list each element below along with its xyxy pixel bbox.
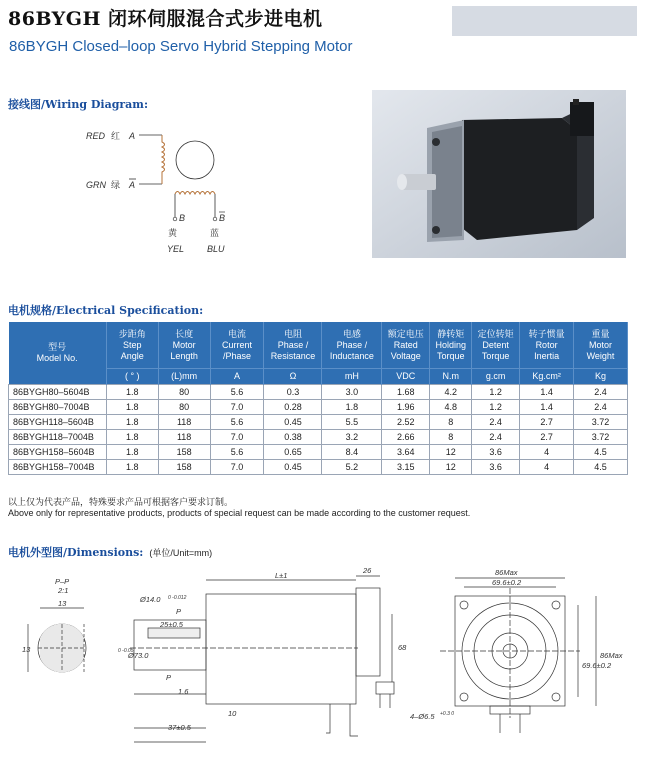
table-cell: 4 xyxy=(520,460,574,475)
table-cell: 1.8 xyxy=(106,400,158,415)
table-cell: 12 xyxy=(430,445,472,460)
table-cell: 3.72 xyxy=(574,415,628,430)
table-cell: 0.45 xyxy=(264,460,322,475)
table-cell: 158 xyxy=(158,445,210,460)
dim-boss-dia: Ø73.0 xyxy=(128,651,149,660)
table-cell: 158 xyxy=(158,460,210,475)
dim-68: 68 xyxy=(398,643,407,652)
dim-69-top: 69.6±0.2 xyxy=(492,578,522,587)
col-model: 型号 Model No. xyxy=(9,322,107,385)
dim-p-bot: P xyxy=(166,673,172,682)
table-cell: 4.5 xyxy=(574,460,628,475)
table-cell: 118 xyxy=(158,430,210,445)
table-cell: 0.38 xyxy=(264,430,322,445)
table-cell: 3.6 xyxy=(472,460,520,475)
table-cell: 4.5 xyxy=(574,445,628,460)
table-cell: 4.2 xyxy=(430,385,472,400)
table-cell: 0.3 xyxy=(264,385,322,400)
unit-rotor-inertia: Kg.cm² xyxy=(520,369,574,385)
table-cell: 1.2 xyxy=(472,400,520,415)
table-cell: 2.4 xyxy=(472,415,520,430)
table-cell: 4 xyxy=(520,445,574,460)
table-cell: 7.0 xyxy=(210,460,264,475)
table-cell: 3.72 xyxy=(574,430,628,445)
unit-holding-torque: N.m xyxy=(430,369,472,385)
table-cell: 1.8 xyxy=(322,400,382,415)
wiring-header: 接线图/Wiring Diagram: xyxy=(8,98,149,111)
table-cell: 8 xyxy=(430,430,472,445)
table-row xyxy=(9,445,628,460)
rotor-circle xyxy=(176,141,214,179)
wire-a-label: A xyxy=(129,131,136,141)
title-decor-bar xyxy=(452,6,637,36)
unit-current: A xyxy=(210,369,264,385)
dim-shaft-dia: Ø14.0 xyxy=(140,595,161,604)
dim-key-len: 25±0.5 xyxy=(160,620,183,629)
model-cell: 86BYGH118–7004B xyxy=(9,430,107,445)
dim-p-top: P xyxy=(176,607,182,616)
dim-holes: 4–Ø6.5 xyxy=(410,712,435,721)
table-cell: 1.68 xyxy=(382,385,430,400)
unit-rated-voltage: VDC xyxy=(382,369,430,385)
table-cell: 12 xyxy=(430,460,472,475)
table-cell: 3.6 xyxy=(472,445,520,460)
dim-holes-tol: +0.3 0 xyxy=(440,711,455,717)
table-cell: 2.7 xyxy=(520,415,574,430)
table-cell: 0.45 xyxy=(264,415,322,430)
col-holding-torque: 静转矩 Holding Torque xyxy=(430,322,472,369)
dimensions-title: 电机外型图/Dimensions: xyxy=(8,546,144,559)
unit-motor-weight: Kg xyxy=(574,369,628,385)
table-cell: 1.8 xyxy=(106,415,158,430)
spec-note-en: Above only for representative products, products of special request can be made according to the customer request. xyxy=(8,508,471,518)
dim-10: 10 xyxy=(228,709,237,718)
table-cell: 7.0 xyxy=(210,430,264,445)
unit-detent-torque: g.cm xyxy=(472,369,520,385)
table-cell: 2.4 xyxy=(472,430,520,445)
wire-yel-cn: 黄 xyxy=(168,228,178,238)
model-cell: 86BYGH80–7004B xyxy=(9,400,107,415)
unit-resistance: Ω xyxy=(264,369,322,385)
table-cell: 3.2 xyxy=(322,430,382,445)
table-cell: 0.65 xyxy=(264,445,322,460)
table-cell: 5.5 xyxy=(322,415,382,430)
table-cell: 2.66 xyxy=(382,430,430,445)
motor-illustration xyxy=(372,90,626,258)
unit-inductance: mH xyxy=(322,369,382,385)
col-current: 电流 Current /Phase xyxy=(210,322,264,369)
dim-86max-side: 86Max xyxy=(600,651,623,660)
dim-shaft-tol: 0 -0.012 xyxy=(168,595,187,601)
table-cell: 0.28 xyxy=(264,400,322,415)
table-cell: 2.4 xyxy=(574,385,628,400)
col-length: 长度 Motor Length xyxy=(158,322,210,369)
spec-header: 电机规格/Electrical Specification: xyxy=(8,304,204,317)
wire-bbar-label: B xyxy=(219,213,226,223)
wire-abar-label: A xyxy=(129,180,136,190)
table-cell: 3.64 xyxy=(382,445,430,460)
model-cell: 86BYGH158–5604B xyxy=(9,445,107,460)
table-cell: 5.2 xyxy=(322,460,382,475)
table-cell: 2.7 xyxy=(520,430,574,445)
table-cell: 1.4 xyxy=(520,400,574,415)
wire-blu-label: BLU xyxy=(207,244,225,254)
wire-red-label: RED xyxy=(86,131,106,141)
table-cell: 2.52 xyxy=(382,415,430,430)
table-row xyxy=(9,385,628,400)
table-cell: 3.0 xyxy=(322,385,382,400)
table-row xyxy=(9,400,628,415)
page-title-cn: 86BYGH 闭环伺服混合式步进电机 xyxy=(8,8,323,30)
motor-photo xyxy=(372,90,626,258)
unit-step-angle: ( ° ) xyxy=(106,369,158,385)
wiring-diagram xyxy=(80,122,260,257)
dim-69-side: 69.6±0.2 xyxy=(582,661,612,670)
dim-13-height: 13 xyxy=(22,645,31,654)
wire-grn-cn: 绿 xyxy=(111,180,121,190)
table-row xyxy=(9,430,628,445)
table-cell: 7.0 xyxy=(210,400,264,415)
dim-13-width: 13 xyxy=(58,599,67,608)
col-inductance: 电感 Phase / Inductance xyxy=(322,322,382,369)
col-motor-weight: 重量 Motor Weight xyxy=(574,322,628,369)
unit-length: (L)mm xyxy=(158,369,210,385)
table-row xyxy=(9,415,628,430)
table-cell: 1.8 xyxy=(106,460,158,475)
col-rotor-inertia: 转子惯量 Rotor Inertia xyxy=(520,322,574,369)
dim-37: 37±0.5 xyxy=(168,723,191,732)
table-cell: 1.8 xyxy=(106,445,158,460)
table-cell: 80 xyxy=(158,400,210,415)
col-step-angle: 步距角 Step Angle xyxy=(106,322,158,369)
dim-26: 26 xyxy=(363,566,372,575)
dimension-drawing xyxy=(0,558,645,777)
model-cell: 86BYGH118–5604B xyxy=(9,415,107,430)
table-cell: 8.4 xyxy=(322,445,382,460)
table-cell: 80 xyxy=(158,385,210,400)
table-cell: 1.4 xyxy=(520,385,574,400)
col-resistance: 电阻 Phase / Resistance xyxy=(264,322,322,369)
spec-table xyxy=(8,322,628,475)
page-title-en: 86BYGH Closed–loop Servo Hybrid Stepping Motor xyxy=(9,38,353,55)
dim-1-6: 1.6 xyxy=(178,687,189,696)
table-cell: 5.6 xyxy=(210,385,264,400)
table-cell: 1.8 xyxy=(106,385,158,400)
table-cell: 8 xyxy=(430,415,472,430)
spec-note-cn: 以上仅为代表产品，特殊要求产品可根据客户要求订制。 xyxy=(8,497,234,507)
wire-b-label: B xyxy=(179,213,186,223)
table-row xyxy=(9,460,628,475)
table-cell: 1.96 xyxy=(382,400,430,415)
model-cell: 86BYGH158–7004B xyxy=(9,460,107,475)
dimensions-unit-note: (单位/Unit=mm) xyxy=(149,548,213,558)
table-cell: 4.8 xyxy=(430,400,472,415)
wire-yel-label: YEL xyxy=(167,244,185,254)
dim-boss-tol: 0 -0.05 xyxy=(118,648,134,654)
wire-blu-cn: 蓝 xyxy=(210,228,220,238)
spec-header-row xyxy=(9,322,628,369)
dim-86max-top: 86Max xyxy=(495,568,518,577)
table-cell: 118 xyxy=(158,415,210,430)
table-cell: 3.15 xyxy=(382,460,430,475)
table-cell: 5.6 xyxy=(210,445,264,460)
table-cell: 2.4 xyxy=(574,400,628,415)
dim-ratio: 2:1 xyxy=(58,586,69,595)
table-cell: 1.8 xyxy=(106,430,158,445)
col-detent-torque: 定位转矩 Detent Torque xyxy=(472,322,520,369)
table-cell: 1.2 xyxy=(472,385,520,400)
dim-l-len: L±1 xyxy=(275,571,288,580)
model-cell: 86BYGH80–5604B xyxy=(9,385,107,400)
table-cell: 5.6 xyxy=(210,415,264,430)
dim-pp: P–P xyxy=(55,577,70,586)
wire-red-cn: 红 xyxy=(111,131,121,141)
wire-grn-label: GRN xyxy=(86,180,106,190)
col-rated-voltage: 额定电压 Rated Voltage xyxy=(382,322,430,369)
